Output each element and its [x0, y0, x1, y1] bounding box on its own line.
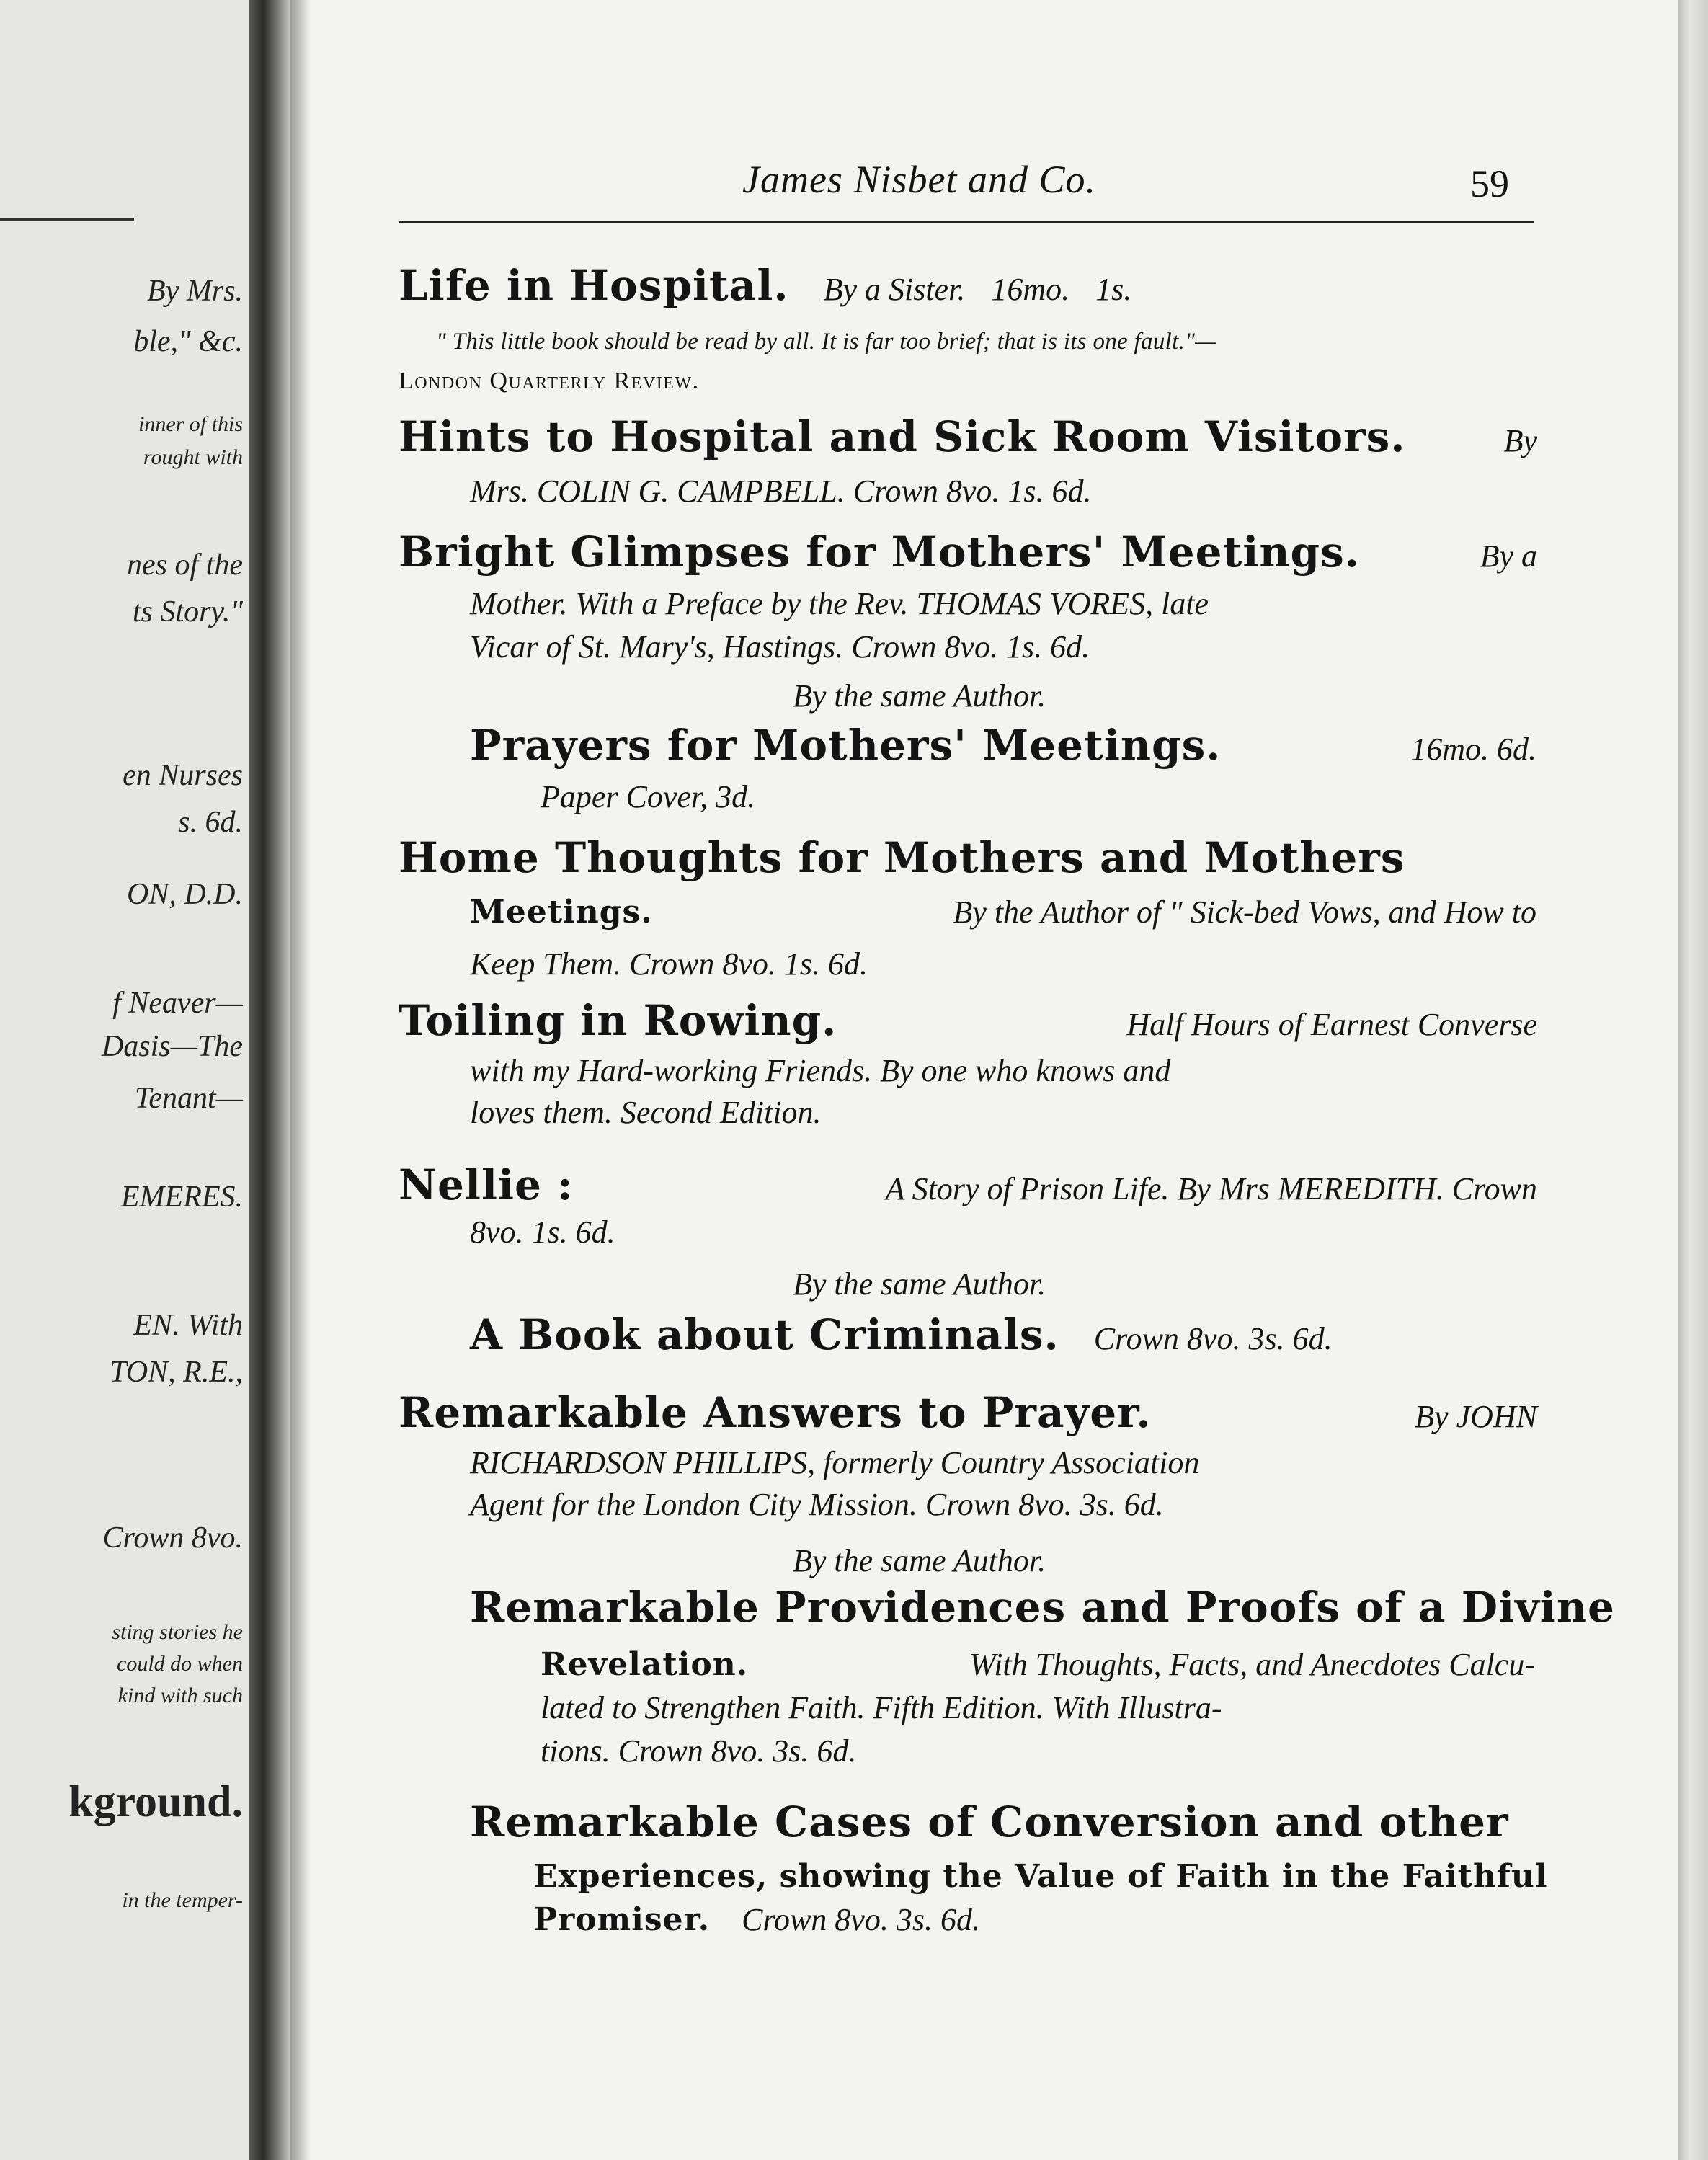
entry-nellie — [399, 1160, 1537, 1209]
entry-details: with my Hard-working Friends. By one who knows and — [470, 1053, 1171, 1088]
entry-text: A Story of Prison Life. By Mrs MEREDITH. Crown — [885, 1171, 1537, 1206]
entry-remarkable-answers — [399, 1388, 1537, 1437]
entry-details — [533, 1901, 980, 1938]
entry-title-cont: Experiences, showing the Value of Faith in the Faithful — [533, 1858, 1548, 1895]
entry-title-cont: Promiser. — [533, 1901, 711, 1938]
entry-details: Mrs. COLIN G. CAMPBELL. Crown 8vo. 1s. 6d. — [470, 474, 1092, 509]
previous-page-fragment: Tenant— — [134, 1082, 243, 1115]
entry-price: 1s. — [1095, 272, 1132, 307]
review-quote: " This little book should be read by all. It is far too brief; that is its one fault."— — [436, 329, 1216, 355]
entry-details: Vicar of St. Mary's, Hastings. Crown 8vo. 1s. 6d. — [470, 629, 1090, 665]
previous-page-fragment: kind with such — [117, 1684, 243, 1707]
entry-bright-glimpses — [399, 528, 1537, 577]
entry-title: Hints to Hospital and Sick Room Visitors. — [399, 412, 1406, 461]
previous-page-fragment: TON, R.E., — [110, 1356, 243, 1389]
running-head: James Nisbet and Co. — [742, 158, 1096, 201]
entry-text: Half Hours of Earnest Converse — [1126, 1007, 1537, 1042]
entry-details — [470, 894, 1536, 930]
previous-page-fragment: ble," &c. — [133, 325, 243, 358]
entry-title: Remarkable Answers to Prayer. — [399, 1388, 1152, 1437]
page-edge — [1678, 0, 1708, 2160]
previous-page-fragment: ON, D.D. — [126, 878, 243, 911]
entry-title-cont: Revelation. — [541, 1646, 749, 1683]
entry-prayers-for-mothers — [470, 721, 1536, 770]
same-author-note: By the same Author. — [793, 1266, 1046, 1302]
entry-price: Crown 8vo. 3s. 6d. — [742, 1902, 980, 1937]
entry-details — [541, 1646, 1535, 1683]
same-author-note: By the same Author. — [793, 678, 1046, 714]
entry-details: Mother. With a Preface by the Rev. THOMAS VORES, late — [470, 586, 1209, 621]
entry-title-cont: Meetings. — [470, 894, 653, 930]
previous-page-fragment: EMERES. — [120, 1181, 243, 1214]
previous-page-fragment: kground. — [68, 1777, 243, 1826]
previous-page-fragment: nes of the — [127, 548, 243, 582]
entry-text: With Thoughts, Facts, and Anecdotes Calcu- — [969, 1647, 1535, 1682]
entry-by: By a — [1480, 538, 1537, 574]
entry-title: Nellie : — [399, 1160, 574, 1209]
previous-page-fragment: f Neaver— — [112, 987, 243, 1020]
entry-book-about-criminals — [470, 1310, 1333, 1359]
entry-details: Agent for the London City Mission. Crown 8vo. 3s. 6d. — [470, 1487, 1164, 1522]
previous-page-fragment: en Nurses — [123, 759, 243, 792]
previous-page-fragment: s. 6d. — [178, 806, 243, 839]
entry-remarkable-providences: Remarkable Providences and Proofs of a Divine — [470, 1583, 1615, 1632]
entry-price: 16mo. 6d. — [1410, 732, 1536, 767]
entry-title: Life in Hospital. — [399, 261, 789, 310]
entry-hints-to-hospital — [399, 412, 1537, 461]
previous-page-fragment: rought with — [143, 445, 243, 469]
gutter-shadow — [290, 0, 311, 2160]
entry-details: Paper Cover, 3d. — [541, 779, 756, 814]
entry-home-thoughts: Home Thoughts for Mothers and Mothers — [399, 833, 1405, 882]
previous-page-fragment: ts Story." — [133, 595, 243, 628]
entry-details: tions. Crown 8vo. 3s. 6d. — [541, 1733, 857, 1769]
entry-details: RICHARDSON PHILLIPS, formerly Country Association — [470, 1445, 1200, 1480]
previous-page-fragment: Dasis—The — [101, 1030, 243, 1063]
same-author-note: By the same Author. — [793, 1543, 1046, 1578]
previous-page-fragment: inner of this — [138, 412, 243, 436]
entry-details: loves them. Second Edition. — [470, 1095, 822, 1130]
previous-page-rule — [0, 218, 134, 221]
entry-price: Crown 8vo. 3s. 6d. — [1093, 1321, 1333, 1356]
previous-page-fragment: in the temper- — [122, 1888, 243, 1912]
entry-remarkable-cases: Remarkable Cases of Conversion and other — [470, 1797, 1509, 1846]
entry-title: A Book about Criminals. — [470, 1310, 1059, 1359]
entry-by: By — [1503, 423, 1537, 458]
review-source: London Quarterly Review. — [399, 368, 700, 394]
header-rule — [399, 221, 1534, 223]
entry-toiling-in-rowing — [399, 996, 1537, 1045]
entry-life-in-hospital — [399, 261, 1131, 310]
previous-page-fragment: sting stories he — [112, 1620, 243, 1644]
entry-details: lated to Strengthen Faith. Fifth Edition. With Illustra- — [541, 1690, 1222, 1725]
entry-by: By JOHN — [1415, 1399, 1537, 1434]
entry-text: By the Author of " Sick-bed Vows, and How to — [953, 894, 1536, 930]
book-gutter — [249, 0, 290, 2160]
previous-page — [0, 0, 250, 2160]
page-number: 59 — [1470, 162, 1509, 205]
entry-details: 8vo. 1s. 6d. — [470, 1214, 615, 1250]
previous-page-fragment: Crown 8vo. — [102, 1521, 243, 1555]
entry-format: 16mo. — [991, 272, 1070, 307]
entry-author: By a Sister. — [823, 272, 966, 307]
entry-details: Keep Them. Crown 8vo. 1s. 6d. — [470, 946, 868, 982]
previous-page-fragment: could do when — [117, 1652, 243, 1676]
entry-title: Toiling in Rowing. — [399, 996, 837, 1045]
previous-page-fragment: By Mrs. — [147, 275, 243, 308]
previous-page-fragment: EN. With — [133, 1309, 243, 1342]
entry-title: Prayers for Mothers' Meetings. — [470, 721, 1222, 770]
entry-title: Bright Glimpses for Mothers' Meetings. — [399, 528, 1360, 577]
